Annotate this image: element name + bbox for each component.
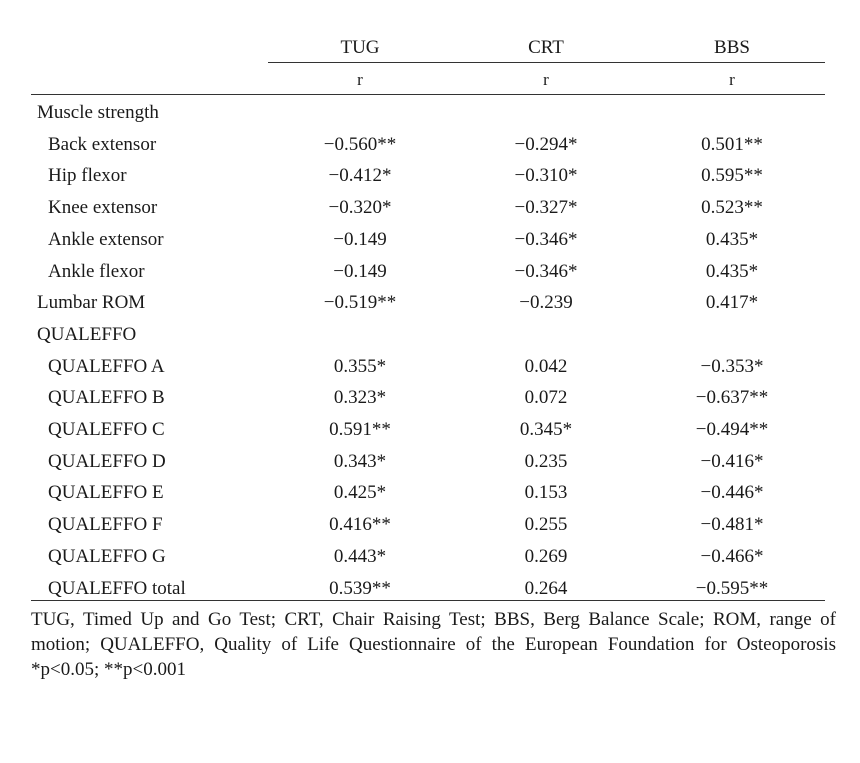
table-row: [0, 386, 860, 418]
table-cell-bbs: −0.466*: [700, 545, 764, 567]
row-label: Lumbar ROM: [37, 292, 146, 314]
table-row: [0, 291, 860, 323]
row-label: QUALEFFO F: [48, 514, 163, 536]
row-label: Hip flexor: [48, 165, 127, 187]
table-cell-crt: −0.294*: [514, 133, 578, 155]
table-cell-crt: −0.346*: [514, 228, 578, 250]
table-cell-bbs: 0.523**: [701, 197, 763, 219]
row-label: Muscle strength: [37, 102, 159, 123]
table-cell-crt: 0.072: [524, 387, 568, 409]
table-cell-bbs: −0.481*: [700, 514, 764, 536]
table-cell-bbs: −0.494**: [695, 419, 769, 440]
table-cell-bbs: −0.637**: [695, 387, 769, 409]
row-label: QUALEFFO A: [48, 355, 165, 377]
table-cell-bbs: 0.435*: [705, 228, 759, 250]
table-cell-crt: 0.264: [524, 577, 568, 599]
table-cell-tug: −0.560**: [323, 133, 397, 155]
table-cell-tug: 0.539**: [329, 577, 391, 599]
table-cell-crt: −0.239: [519, 292, 573, 314]
column-header-tug: TUG: [340, 37, 380, 58]
table-cell-crt: 0.153: [524, 482, 568, 504]
header-rule-top: [268, 62, 825, 63]
column-header-crt: CRT: [528, 37, 564, 58]
table-row: [0, 101, 860, 133]
table-cell-crt: −0.327*: [514, 197, 578, 219]
table-cell-bbs: −0.353*: [700, 355, 764, 377]
table-cell-tug: −0.149: [333, 228, 387, 250]
table-row: [0, 228, 860, 260]
table-cell-bbs: 0.595**: [701, 165, 763, 187]
table-footnote: TUG, Timed Up and Go Test; CRT, Chair Raising Test; BBS, Berg Balance Scale; ROM, range of motion; QUALEFFO, Quality of Life Questionnaire of the European Foundation for Osteoporosis *p<0.05; **p<0.001: [31, 609, 836, 680]
table-cell-tug: 0.443*: [333, 545, 387, 567]
header-rule-bottom: [31, 94, 825, 95]
table-cell-tug: −0.519**: [323, 292, 397, 314]
table-cell-tug: −0.320*: [328, 197, 392, 219]
table-cell-crt: 0.269: [524, 545, 568, 567]
row-label: Ankle extensor: [48, 228, 164, 250]
subheader-tug: r: [357, 70, 363, 89]
table-row: [0, 450, 860, 482]
table-cell-bbs: 0.435*: [705, 260, 759, 282]
row-label: QUALEFFO: [37, 323, 137, 345]
table-row: [0, 164, 860, 196]
table-cell-bbs: 0.417*: [705, 292, 759, 314]
table-row: [0, 196, 860, 228]
table-cell-crt: 0.255: [524, 514, 568, 536]
row-label: QUALEFFO B: [48, 387, 165, 409]
table-row: [0, 545, 860, 577]
table-cell-crt: 0.042: [524, 355, 568, 377]
row-label: QUALEFFO E: [48, 482, 164, 504]
table-cell-bbs: −0.595**: [695, 577, 769, 599]
table-row: [0, 481, 860, 513]
table-cell-crt: 0.235: [524, 450, 568, 472]
table-cell-tug: −0.149: [333, 260, 387, 282]
table-rule-bottom: [31, 600, 825, 601]
table-cell-tug: 0.425*: [333, 482, 387, 504]
table-cell-tug: 0.591**: [329, 419, 391, 440]
table-cell-tug: −0.412*: [328, 165, 392, 187]
table-cell-tug: 0.355*: [333, 355, 387, 377]
table-row: [0, 513, 860, 545]
row-label: Knee extensor: [48, 197, 158, 219]
table-cell-bbs: −0.446*: [700, 482, 764, 504]
table-row: [0, 355, 860, 387]
table-row: [0, 577, 860, 609]
table-cell-tug: 0.343*: [333, 450, 387, 472]
row-label: Back extensor: [48, 133, 157, 155]
row-label: Ankle flexor: [48, 260, 145, 282]
table-cell-bbs: 0.501**: [701, 133, 763, 155]
table-cell-crt: −0.310*: [514, 165, 578, 187]
table-row: [0, 133, 860, 165]
table-row: [0, 260, 860, 292]
table-cell-bbs: −0.416*: [700, 450, 764, 472]
row-label: QUALEFFO D: [48, 450, 166, 472]
table-cell-tug: 0.323*: [333, 387, 387, 409]
row-label: QUALEFFO G: [48, 545, 166, 567]
subheader-crt: r: [543, 70, 549, 89]
table-row: [0, 418, 860, 450]
table-cell-crt: 0.345*: [519, 419, 573, 440]
subheader-bbs: r: [729, 70, 735, 89]
table-cell-tug: 0.416**: [329, 514, 391, 536]
row-label: QUALEFFO C: [48, 419, 165, 440]
row-label: QUALEFFO total: [48, 577, 186, 599]
table-row: [0, 323, 860, 355]
table-cell-crt: −0.346*: [514, 260, 578, 282]
column-header-bbs: BBS: [714, 37, 750, 58]
